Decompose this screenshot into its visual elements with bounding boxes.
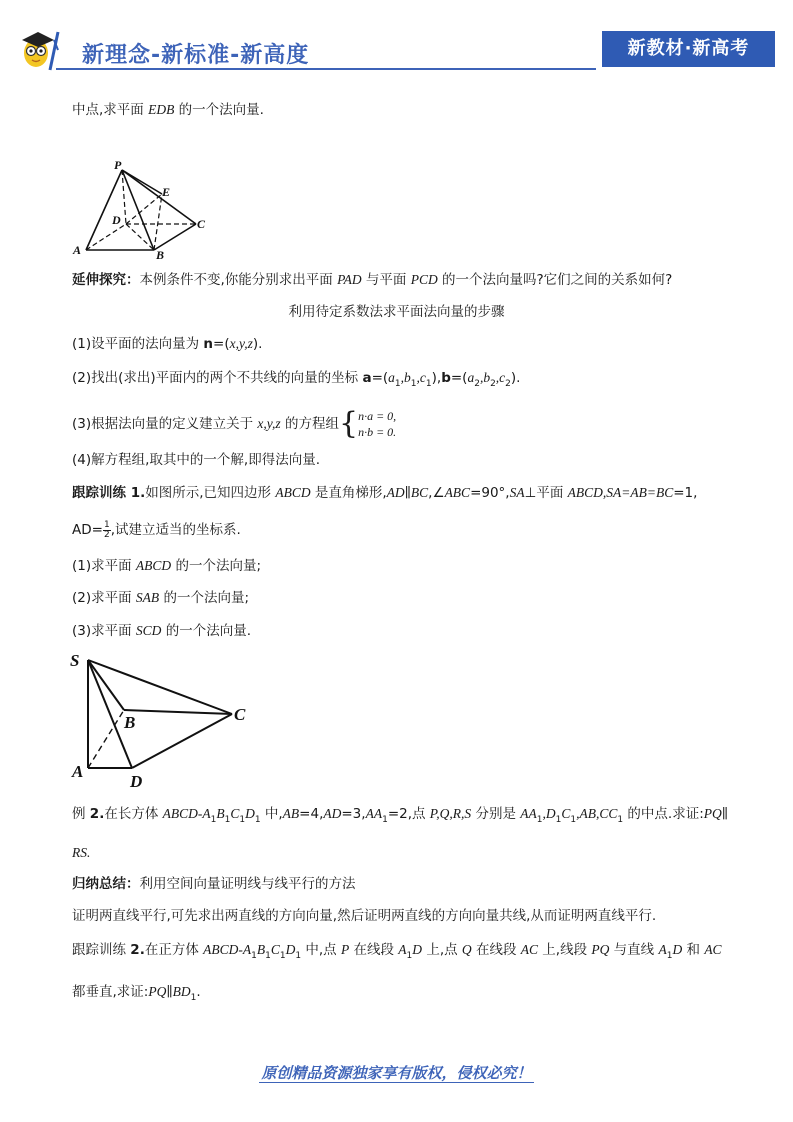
fraction-half: $\frac{1}{2}$	[103, 519, 110, 540]
step-1: (1)设平面的法向量为 n=(x,y,z).	[72, 336, 263, 352]
label-D: D	[130, 772, 143, 791]
header-badge: 新教材·新高考	[602, 31, 775, 67]
summary-line: 归纳总结：利用空间向量证明线与线平行的方法	[72, 876, 356, 892]
step-4: (4)解方程组,取其中的一个解,即得法向量.	[72, 452, 320, 468]
label-E: E	[162, 185, 171, 199]
label-C: C	[197, 217, 206, 231]
step-3: (3)根据法向量的定义建立关于 x,y,z 的方程组{ n·a = 0, n·b = 0.	[72, 406, 397, 441]
example-2-cont: RS.	[72, 845, 91, 860]
label-A: A	[72, 762, 84, 781]
question-3: (3)求平面 SCD 的一个法向量.	[72, 623, 252, 639]
intro-line: 中点,求平面 EDB 的一个法向量.	[72, 102, 264, 118]
steps-title: 利用待定系数法求平面法向量的步骤	[288, 304, 505, 320]
training-1-cont: AD= $\frac{1}{2}$ ,试建立适当的坐标系.	[72, 519, 241, 540]
training-1: 跟踪训练 1.如图所示,已知四边形 ABCD 是直角梯形,AD∥BC,∠ABC=90°,SA⊥平面 ABCD,SA=AB=BC=1,	[72, 485, 698, 501]
logo-mascot	[14, 26, 66, 72]
question-1: (1)求平面 ABCD 的一个法向量;	[72, 558, 262, 574]
training-2-cont: 都垂直,求证$:PQ\parallel BD_1$.	[72, 984, 201, 1003]
label-A: A	[73, 243, 82, 257]
step-2: (2)找出(求出)平面内的两个不共线的向量的坐标 $a=(a_1,b_1,c_1),b=(a_2,b_2,c_2)$.	[72, 370, 521, 389]
label-S: S	[70, 651, 80, 670]
trapezoid-pyramid-figure	[68, 648, 258, 792]
proof-method: 证明两直线平行,可先求出两直线的方向向量,然后证明两直线的方向向量共线,从而证明两直线平行.	[72, 908, 657, 924]
training-2: 跟踪训练 2.在正方体 ABCD-$A_1B_1C_1D_1$ 中,点 P 在线段 $A_1D$ 上,点 Q 在线段 AC 上,线段 PQ 与直线 $A_1D$ 和 AC	[72, 942, 722, 961]
footer-copyright: 原创精品资源独家享有版权，侵权必究！	[261, 1064, 532, 1082]
pyramid-figure	[70, 158, 220, 262]
label-B: B	[156, 248, 165, 262]
label-C: C	[234, 705, 246, 724]
brace: {	[338, 406, 359, 441]
question-2: (2)求平面 SAB 的一个法向量;	[72, 590, 250, 606]
header-title: 新理念-新标准-新高度	[82, 43, 310, 68]
equation-system: n·a = 0, n·b = 0.	[358, 409, 397, 439]
label-B: B	[124, 713, 136, 732]
label-P: P	[114, 158, 122, 172]
example-2: 例 2.在长方体 ABCD-$A_1B_1C_1D_1$ 中$,AB=4,AD=3,AA_1=2$,点 P,Q,R,S 分别是 $AA_1,D_1C_1,AB,CC_1$ 的中点.求证:PQ∥	[72, 806, 728, 825]
extend-line: 延伸探究：本例条件不变,你能分别求出平面 PAD 与平面 PCD 的一个法向量吗?它们之间的关系如何?	[72, 272, 673, 288]
header-rule	[56, 68, 596, 70]
label-D: D	[112, 213, 121, 227]
